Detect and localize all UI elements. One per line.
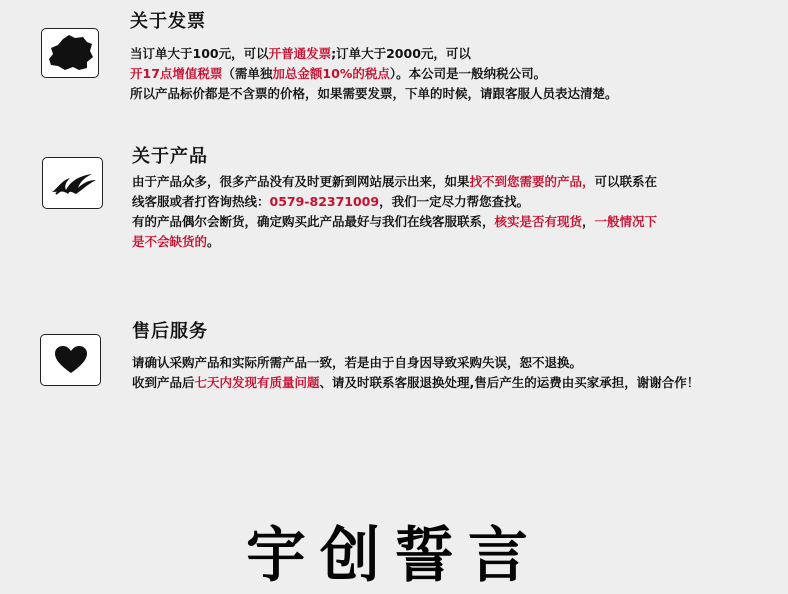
section-title: 售后服务 — [132, 321, 208, 342]
invoice-line-2: 开17点增值税票（需单独加总金额10%的税点）。本公司是一般纳税公司。 — [130, 66, 547, 81]
product-line-3: 有的产品偶尔会断货，确定购买此产品最好与我们在线客服联系，核实是否有现货，一般情况下 — [132, 214, 658, 229]
aftersale-line-1: 请确认采购产品和实际所需产品一致，若是由于自身因导致采购失误，恕不退换。 — [132, 355, 583, 370]
invoice-line-1: 当订单大于100元，可以开普通发票;订单大于2000元，可以 — [130, 46, 471, 61]
brand-slogan: 宇创誓言 — [246, 521, 542, 591]
product-line-4: 是不会缺货的。 — [132, 234, 220, 249]
flame-logo-icon — [42, 157, 103, 209]
product-line-2: 线客服或者打咨询热线：0579-82371009，我们一定尽力帮您查找。 — [132, 194, 530, 209]
invoice-line-3: 所以产品标价都是不含票的价格，如果需要发票，下单的时候，请跟客服人员表达清楚。 — [130, 86, 618, 101]
section-title: 关于发票 — [130, 11, 206, 32]
heart-icon — [40, 334, 101, 386]
map-region-icon — [41, 28, 99, 78]
product-line-1: 由于产品众多，很多产品没有及时更新到网站展示出来，如果找不到您需要的产品，可以联系在 — [132, 174, 658, 189]
section-title: 关于产品 — [132, 146, 208, 167]
aftersale-line-2: 收到产品后七天内发现有质量问题、请及时联系客服退换处理,售后产生的运费由买家承担，谢谢合作！ — [132, 375, 700, 390]
